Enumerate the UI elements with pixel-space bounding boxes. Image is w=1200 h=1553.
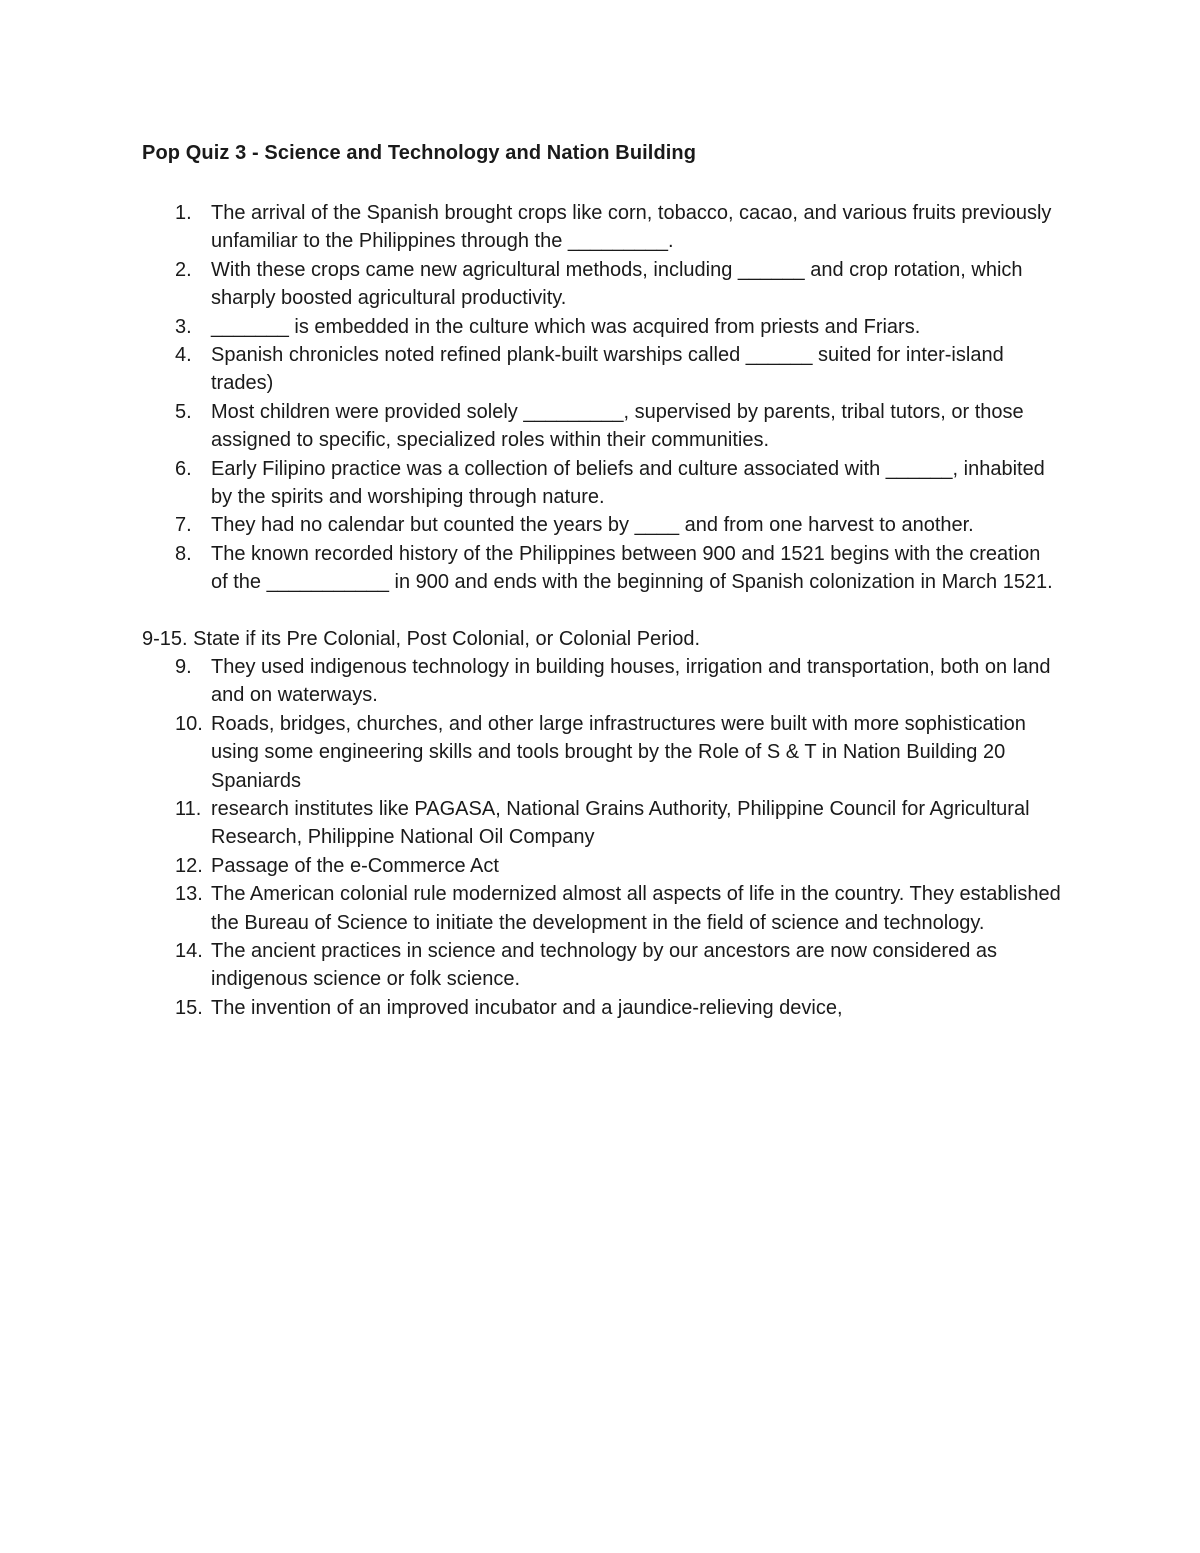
question-number: 14.	[175, 940, 203, 963]
question-text: Passage of the e-Commerce Act	[211, 854, 499, 877]
question-text: With these crops came new agricultural methods, including ______ and crop rotation, which sharply boosted agricultural productivity.	[211, 258, 1023, 310]
quiz-title: Pop Quiz 3 - Science and Technology and Nation Building	[142, 142, 697, 164]
question-text: The ancient practices in science and technology by our ancestors are now considered as indigenous science or folk science.	[211, 940, 998, 991]
question-item	[0, 653, 1061, 710]
question-item	[0, 256, 1061, 313]
question-item	[0, 795, 1061, 852]
question-number: 13.	[175, 883, 203, 906]
question-item	[0, 540, 1061, 597]
question-number: 11.	[175, 798, 202, 821]
question-item	[0, 511, 1061, 539]
question-text: _______ is embedded in the culture which was acquired from priests and Friars.	[211, 315, 921, 338]
question-number: 2.	[175, 258, 192, 281]
question-number: 8.	[175, 542, 192, 565]
question-item	[0, 852, 1061, 880]
question-item	[0, 313, 1061, 341]
question-text: Roads, bridges, churches, and other large infrastructures were built with more sophistication using some engineering skills and tools brought by the Role of S & T in Nation Building 20 Spaniards	[211, 712, 1026, 792]
question-text: They used indigenous technology in building houses, irrigation and transportation, both on land and on waterways.	[211, 656, 1051, 707]
question-list-part-two	[0, 653, 1200, 1022]
question-text: Early Filipino practice was a collection of beliefs and culture associated with ______, inhabited by the spirits and worshiping through nature.	[211, 457, 1045, 509]
question-item	[0, 710, 1061, 795]
question-item	[0, 199, 1061, 256]
question-item	[0, 341, 1061, 398]
question-number: 7.	[175, 514, 192, 537]
question-list-part-one	[0, 199, 1200, 597]
question-number: 5.	[175, 400, 192, 423]
question-number: 1.	[175, 202, 192, 224]
question-number: 9.	[175, 656, 192, 678]
question-item	[0, 398, 1061, 455]
question-item	[0, 455, 1061, 512]
question-text: They had no calendar but counted the years by ____ and from one harvest to another.	[211, 514, 974, 537]
question-number: 15.	[175, 996, 203, 1019]
question-text: The invention of an improved incubator and a jaundice-relieving device,	[211, 996, 843, 1019]
question-item	[0, 880, 1061, 937]
question-text: The known recorded history of the Philippines between 900 and 1521 begins with the creation of the ___________ in 900 and ends with the beginning of Spanish colonization in March 1521.	[211, 542, 1053, 594]
question-text: Most children were provided solely _________, supervised by parents, tribal tutors, or those assigned to specific, specialized roles within their communities.	[211, 400, 1024, 452]
question-text: The American colonial rule modernized almost all aspects of life in the country. They established the Bureau of Science to initiate the development in the field of science and technology.	[211, 883, 1061, 934]
question-number: 12.	[175, 854, 203, 877]
question-item	[0, 994, 1061, 1022]
question-text: research institutes like PAGASA, National Grains Authority, Philippine Council for Agricultural Research, Philippine National Oil Company	[211, 798, 1030, 849]
question-number: 4.	[175, 344, 192, 367]
question-number: 10.	[175, 712, 203, 735]
question-item	[0, 937, 1061, 994]
question-text: Spanish chronicles noted refined plank-built warships called ______ suited for inter-island trades)	[211, 344, 1004, 395]
question-number: 3.	[175, 315, 192, 338]
section-heading: 9-15. State if its Pre Colonial, Post Colonial, or Colonial Period.	[142, 628, 701, 650]
question-text: The arrival of the Spanish brought crops like corn, tobacco, cacao, and various fruits previously unfamiliar to the Philippines through the _________.	[211, 202, 1052, 253]
question-number: 6.	[175, 457, 192, 480]
